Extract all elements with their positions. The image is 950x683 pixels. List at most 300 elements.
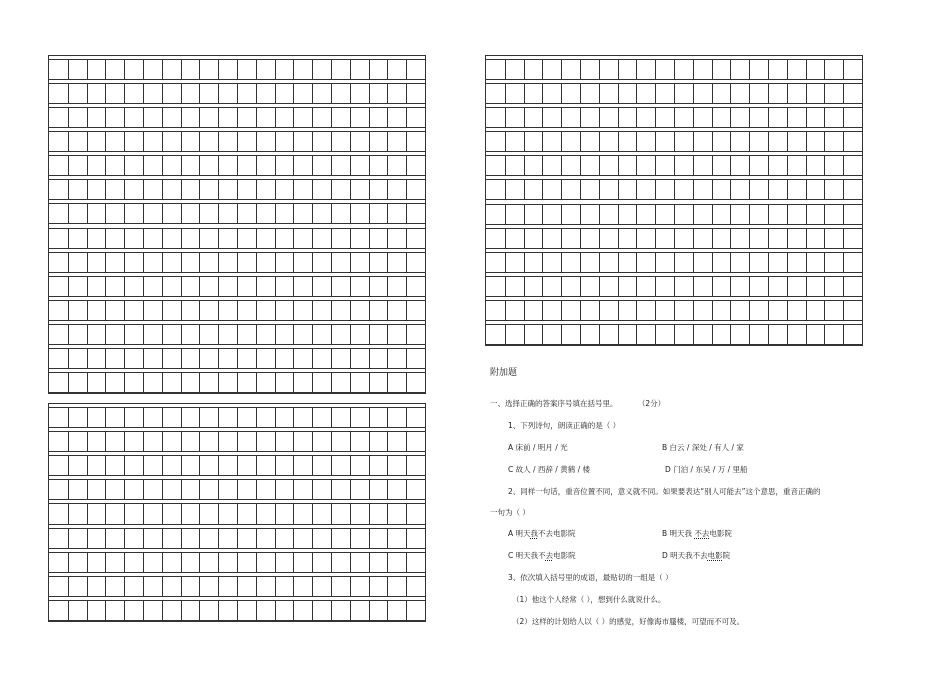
grid-cell-line	[387, 180, 388, 199]
grid-cell-line	[162, 301, 163, 320]
grid-cell-line	[331, 84, 332, 103]
grid-cell-line	[237, 229, 238, 248]
grid-cell-line	[693, 108, 694, 127]
grid-cell-line	[68, 504, 69, 523]
grid-cell-line	[181, 156, 182, 175]
grid-cell-line	[68, 204, 69, 223]
grid-cell-line	[350, 504, 351, 523]
grid-cell-line	[406, 204, 407, 223]
grid-cell-line	[806, 84, 807, 103]
grid-cell-line	[542, 301, 543, 320]
grid-cell-line	[162, 156, 163, 175]
grid-cell-line	[712, 180, 713, 199]
grid-cell-line	[524, 84, 525, 103]
grid-cell-line	[124, 301, 125, 320]
q2-b-pre: B 明天我	[662, 529, 695, 538]
grid-cell-line	[218, 156, 219, 175]
grid-cell-line	[237, 60, 238, 79]
grid-cell-line	[350, 601, 351, 620]
grid-cell-line	[199, 132, 200, 151]
grid-cell-line	[350, 301, 351, 320]
grid-cell-line	[350, 253, 351, 272]
grid-cell-line	[787, 301, 788, 320]
grid-cell-line	[406, 504, 407, 523]
grid-cell-line	[787, 132, 788, 151]
grid-cell-line	[674, 277, 675, 296]
q2-d-pre: D 明天我不去	[662, 551, 708, 560]
grid-cell-line	[199, 480, 200, 499]
grid-cell-line	[406, 108, 407, 127]
grid-cell-line	[105, 408, 106, 427]
grid-cell-line	[561, 301, 562, 320]
grid-cell-line	[580, 180, 581, 199]
grid-cell-line	[331, 504, 332, 523]
grid-cell-line	[561, 156, 562, 175]
grid-cell-line	[237, 553, 238, 572]
grid-cell-line	[350, 204, 351, 223]
grid-row	[49, 324, 425, 345]
grid-cell-line	[256, 553, 257, 572]
grid-cell-line	[768, 325, 769, 344]
grid-cell-line	[105, 601, 106, 620]
grid-cell-line	[561, 205, 562, 224]
grid-cell-line	[256, 60, 257, 79]
grid-cell-line	[542, 277, 543, 296]
grid-cell-line	[293, 84, 294, 103]
grid-cell-line	[693, 84, 694, 103]
grid-cell-line	[505, 180, 506, 199]
grid-cell-line	[674, 156, 675, 175]
grid-cell-line	[406, 253, 407, 272]
grid-cell-line	[712, 132, 713, 151]
grid-cell-line	[237, 432, 238, 451]
grid-row	[486, 276, 862, 297]
grid-cell-line	[181, 504, 182, 523]
grid-cell-line	[218, 325, 219, 344]
grid-cell-line	[824, 132, 825, 151]
grid-cell-line	[768, 301, 769, 320]
grid-cell-line	[693, 229, 694, 248]
grid-cell-line	[162, 408, 163, 427]
grid-cell-line	[505, 229, 506, 248]
grid-cell-line	[312, 456, 313, 475]
grid-cell-line	[387, 577, 388, 596]
writing-grid-left-bottom	[48, 403, 426, 622]
grid-cell-line	[406, 480, 407, 499]
grid-cell-line	[712, 277, 713, 296]
grid-cell-line	[674, 108, 675, 127]
grid-cell-line	[787, 156, 788, 175]
q2-d-stress: 电影	[707, 551, 723, 560]
grid-cell-line	[218, 108, 219, 127]
grid-cell-line	[143, 108, 144, 127]
grid-cell-line	[768, 132, 769, 151]
grid-cell-line	[181, 60, 182, 79]
grid-cell-line	[68, 229, 69, 248]
grid-cell-line	[124, 373, 125, 392]
grid-cell-line	[693, 60, 694, 79]
grid-cell-line	[505, 156, 506, 175]
grid-cell-line	[655, 205, 656, 224]
grid-cell-line	[561, 60, 562, 79]
grid-cell-line	[636, 301, 637, 320]
grid-cell-line	[806, 132, 807, 151]
appendix-title: 附加题	[490, 368, 518, 378]
grid-cell-line	[730, 180, 731, 199]
grid-cell-line	[406, 325, 407, 344]
grid-cell-line	[331, 408, 332, 427]
grid-cell-line	[787, 84, 788, 103]
grid-cell-line	[312, 204, 313, 223]
section-score: （2分）	[637, 399, 666, 408]
grid-cell-line	[237, 277, 238, 296]
grid-cell-line	[237, 373, 238, 392]
q2-option-b	[662, 529, 732, 539]
grid-cell-line	[87, 204, 88, 223]
grid-cell-line	[218, 408, 219, 427]
grid-cell-line	[636, 108, 637, 127]
grid-cell-line	[312, 229, 313, 248]
grid-cell-line	[181, 529, 182, 548]
q2-c-post: 电影院	[553, 551, 576, 560]
grid-cell-line	[87, 553, 88, 572]
grid-cell-line	[580, 229, 581, 248]
grid-cell-line	[293, 108, 294, 127]
grid-cell-line	[406, 180, 407, 199]
grid-cell-line	[542, 205, 543, 224]
grid-cell-line	[655, 156, 656, 175]
grid-cell-line	[350, 229, 351, 248]
grid-cell-line	[143, 408, 144, 427]
grid-cell-line	[580, 253, 581, 272]
grid-cell-line	[143, 277, 144, 296]
grid-cell-line	[331, 229, 332, 248]
grid-cell-line	[331, 60, 332, 79]
grid-cell-line	[580, 325, 581, 344]
grid-cell-line	[256, 504, 257, 523]
grid-cell-line	[124, 577, 125, 596]
grid-cell-line	[124, 108, 125, 127]
q1-option-d: D 门泊 / 东吴 / 万 / 里船	[665, 465, 748, 474]
grid-cell-line	[599, 229, 600, 248]
grid-cell-line	[331, 577, 332, 596]
grid-cell-line	[68, 277, 69, 296]
grid-cell-line	[524, 253, 525, 272]
grid-cell-line	[387, 301, 388, 320]
grid-cell-line	[331, 253, 332, 272]
grid-cell-line	[124, 253, 125, 272]
grid-cell-line	[406, 277, 407, 296]
grid-row	[49, 228, 425, 249]
q1-option-c: C 故人 / 西辞 / 黄鹤 / 楼	[508, 465, 591, 474]
writing-grid-right-top	[485, 55, 863, 346]
grid-cell-line	[561, 229, 562, 248]
grid-cell-line	[406, 229, 407, 248]
grid-cell-line	[655, 325, 656, 344]
grid-cell-line	[181, 577, 182, 596]
grid-cell-line	[181, 325, 182, 344]
grid-cell-line	[162, 204, 163, 223]
grid-row	[49, 348, 425, 369]
grid-cell-line	[618, 301, 619, 320]
grid-cell-line	[181, 553, 182, 572]
grid-cell-line	[105, 253, 106, 272]
grid-cell-line	[312, 373, 313, 392]
grid-cell-line	[275, 456, 276, 475]
grid-cell-line	[505, 108, 506, 127]
grid-cell-line	[105, 480, 106, 499]
grid-cell-line	[162, 480, 163, 499]
q2-a-pre: A 明天	[508, 529, 531, 538]
grid-cell-line	[843, 277, 844, 296]
grid-row	[49, 372, 425, 393]
grid-cell-line	[387, 325, 388, 344]
grid-cell-line	[218, 432, 219, 451]
grid-cell-line	[312, 253, 313, 272]
grid-cell-line	[293, 373, 294, 392]
grid-cell-line	[143, 553, 144, 572]
grid-cell-line	[387, 204, 388, 223]
grid-cell-line	[387, 84, 388, 103]
grid-row	[49, 59, 425, 80]
grid-row	[486, 252, 862, 273]
grid-cell-line	[275, 84, 276, 103]
grid-cell-line	[599, 205, 600, 224]
grid-cell-line	[275, 577, 276, 596]
grid-cell-line	[350, 480, 351, 499]
grid-cell-line	[542, 229, 543, 248]
grid-cell-line	[387, 432, 388, 451]
grid-cell-line	[162, 84, 163, 103]
grid-cell-line	[843, 205, 844, 224]
grid-cell-line	[618, 229, 619, 248]
q3-sentence-2: （2）这样的计划给人以（ ）的感觉，好像海市蜃楼，可望而不可及。	[512, 617, 745, 626]
grid-cell-line	[68, 132, 69, 151]
grid-cell-line	[275, 325, 276, 344]
grid-cell-line	[369, 529, 370, 548]
grid-cell-line	[730, 60, 731, 79]
grid-cell-line	[256, 529, 257, 548]
grid-cell-line	[712, 156, 713, 175]
grid-cell-line	[505, 253, 506, 272]
grid-cell-line	[143, 504, 144, 523]
grid-cell-line	[124, 349, 125, 368]
grid-cell-line	[674, 253, 675, 272]
grid-cell-line	[105, 132, 106, 151]
grid-cell-line	[843, 156, 844, 175]
grid-cell-line	[293, 156, 294, 175]
grid-cell-line	[87, 277, 88, 296]
grid-cell-line	[561, 84, 562, 103]
grid-cell-line	[199, 408, 200, 427]
q2-option-a	[508, 529, 576, 539]
grid-cell-line	[181, 84, 182, 103]
grid-row	[486, 228, 862, 249]
grid-cell-line	[293, 60, 294, 79]
grid-cell-line	[143, 84, 144, 103]
grid-cell-line	[350, 108, 351, 127]
grid-cell-line	[218, 373, 219, 392]
grid-cell-line	[162, 529, 163, 548]
grid-row	[49, 528, 425, 549]
grid-cell-line	[618, 132, 619, 151]
grid-cell-line	[768, 180, 769, 199]
grid-cell-line	[350, 60, 351, 79]
grid-cell-line	[162, 180, 163, 199]
grid-cell-line	[87, 480, 88, 499]
grid-cell-line	[636, 132, 637, 151]
grid-cell-line	[124, 456, 125, 475]
grid-cell-line	[843, 180, 844, 199]
grid-cell-line	[256, 156, 257, 175]
grid-cell-line	[275, 156, 276, 175]
grid-cell-line	[68, 408, 69, 427]
grid-cell-line	[199, 432, 200, 451]
grid-cell-line	[369, 132, 370, 151]
grid-cell-line	[181, 456, 182, 475]
grid-cell-line	[730, 301, 731, 320]
grid-cell-line	[749, 277, 750, 296]
grid-cell-line	[162, 325, 163, 344]
grid-cell-line	[124, 553, 125, 572]
grid-cell-line	[162, 229, 163, 248]
grid-cell-line	[674, 180, 675, 199]
grid-cell-line	[350, 132, 351, 151]
grid-row	[49, 576, 425, 597]
grid-cell-line	[693, 132, 694, 151]
grid-cell-line	[712, 205, 713, 224]
grid-cell-line	[350, 373, 351, 392]
grid-cell-line	[387, 456, 388, 475]
grid-cell-line	[824, 84, 825, 103]
grid-row	[49, 300, 425, 321]
grid-cell-line	[68, 553, 69, 572]
grid-cell-line	[237, 529, 238, 548]
grid-row	[49, 203, 425, 224]
grid-cell-line	[87, 577, 88, 596]
grid-cell-line	[806, 180, 807, 199]
grid-cell-line	[293, 432, 294, 451]
grid-cell-line	[712, 60, 713, 79]
grid-cell-line	[312, 553, 313, 572]
grid-cell-line	[674, 301, 675, 320]
grid-cell-line	[181, 349, 182, 368]
grid-row	[486, 59, 862, 80]
grid-cell-line	[68, 180, 69, 199]
grid-cell-line	[618, 84, 619, 103]
grid-cell-line	[618, 156, 619, 175]
grid-cell-line	[406, 301, 407, 320]
grid-cell-line	[312, 480, 313, 499]
grid-cell-line	[237, 301, 238, 320]
grid-cell-line	[143, 156, 144, 175]
grid-cell-line	[162, 577, 163, 596]
grid-cell-line	[68, 480, 69, 499]
grid-cell-line	[293, 229, 294, 248]
grid-cell-line	[843, 84, 844, 103]
grid-cell-line	[143, 253, 144, 272]
grid-cell-line	[387, 60, 388, 79]
grid-cell-line	[199, 84, 200, 103]
grid-cell-line	[312, 84, 313, 103]
grid-cell-line	[218, 529, 219, 548]
grid-cell-line	[768, 60, 769, 79]
grid-cell-line	[162, 349, 163, 368]
grid-cell-line	[730, 253, 731, 272]
q2-d-post: 院	[722, 551, 731, 560]
grid-cell-line	[331, 349, 332, 368]
grid-cell-line	[237, 349, 238, 368]
grid-cell-line	[293, 480, 294, 499]
grid-cell-line	[237, 325, 238, 344]
grid-cell-line	[105, 325, 106, 344]
q3-sentence-1: （1）他这个人经常（ ），想到什么就说什么。	[512, 595, 666, 604]
grid-cell-line	[636, 325, 637, 344]
grid-cell-line	[524, 132, 525, 151]
grid-cell-line	[749, 205, 750, 224]
grid-row	[486, 83, 862, 104]
grid-cell-line	[143, 301, 144, 320]
grid-cell-line	[824, 205, 825, 224]
grid-cell-line	[68, 456, 69, 475]
grid-cell-line	[275, 480, 276, 499]
grid-cell-line	[143, 229, 144, 248]
grid-cell-line	[237, 84, 238, 103]
grid-cell-line	[369, 601, 370, 620]
grid-cell-line	[124, 229, 125, 248]
grid-cell-line	[505, 132, 506, 151]
grid-cell-line	[618, 325, 619, 344]
grid-cell-line	[768, 205, 769, 224]
grid-cell-line	[87, 529, 88, 548]
grid-cell-line	[143, 480, 144, 499]
q1-option-b: B 白云 / 深处 / 有人 / 家	[662, 443, 744, 452]
grid-cell-line	[843, 325, 844, 344]
grid-cell-line	[787, 253, 788, 272]
grid-cell-line	[768, 156, 769, 175]
grid-cell-line	[275, 349, 276, 368]
grid-cell-line	[350, 180, 351, 199]
grid-cell-line	[256, 108, 257, 127]
grid-cell-line	[618, 277, 619, 296]
grid-cell-line	[143, 432, 144, 451]
grid-row	[49, 455, 425, 476]
grid-cell-line	[68, 108, 69, 127]
grid-cell-line	[331, 156, 332, 175]
grid-cell-line	[237, 577, 238, 596]
grid-cell-line	[162, 504, 163, 523]
grid-cell-line	[369, 349, 370, 368]
grid-cell-line	[87, 253, 88, 272]
grid-cell-line	[293, 180, 294, 199]
grid-cell-line	[256, 577, 257, 596]
grid-cell-line	[68, 601, 69, 620]
grid-cell-line	[218, 84, 219, 103]
grid-cell-line	[524, 325, 525, 344]
grid-cell-line	[824, 253, 825, 272]
grid-cell-line	[369, 504, 370, 523]
grid-cell-line	[275, 601, 276, 620]
grid-cell-line	[256, 229, 257, 248]
grid-cell-line	[312, 156, 313, 175]
grid-cell-line	[218, 504, 219, 523]
grid-cell-line	[87, 229, 88, 248]
grid-cell-line	[806, 60, 807, 79]
grid-cell-line	[105, 504, 106, 523]
grid-cell-line	[580, 132, 581, 151]
grid-cell-line	[237, 156, 238, 175]
grid-cell-line	[369, 180, 370, 199]
